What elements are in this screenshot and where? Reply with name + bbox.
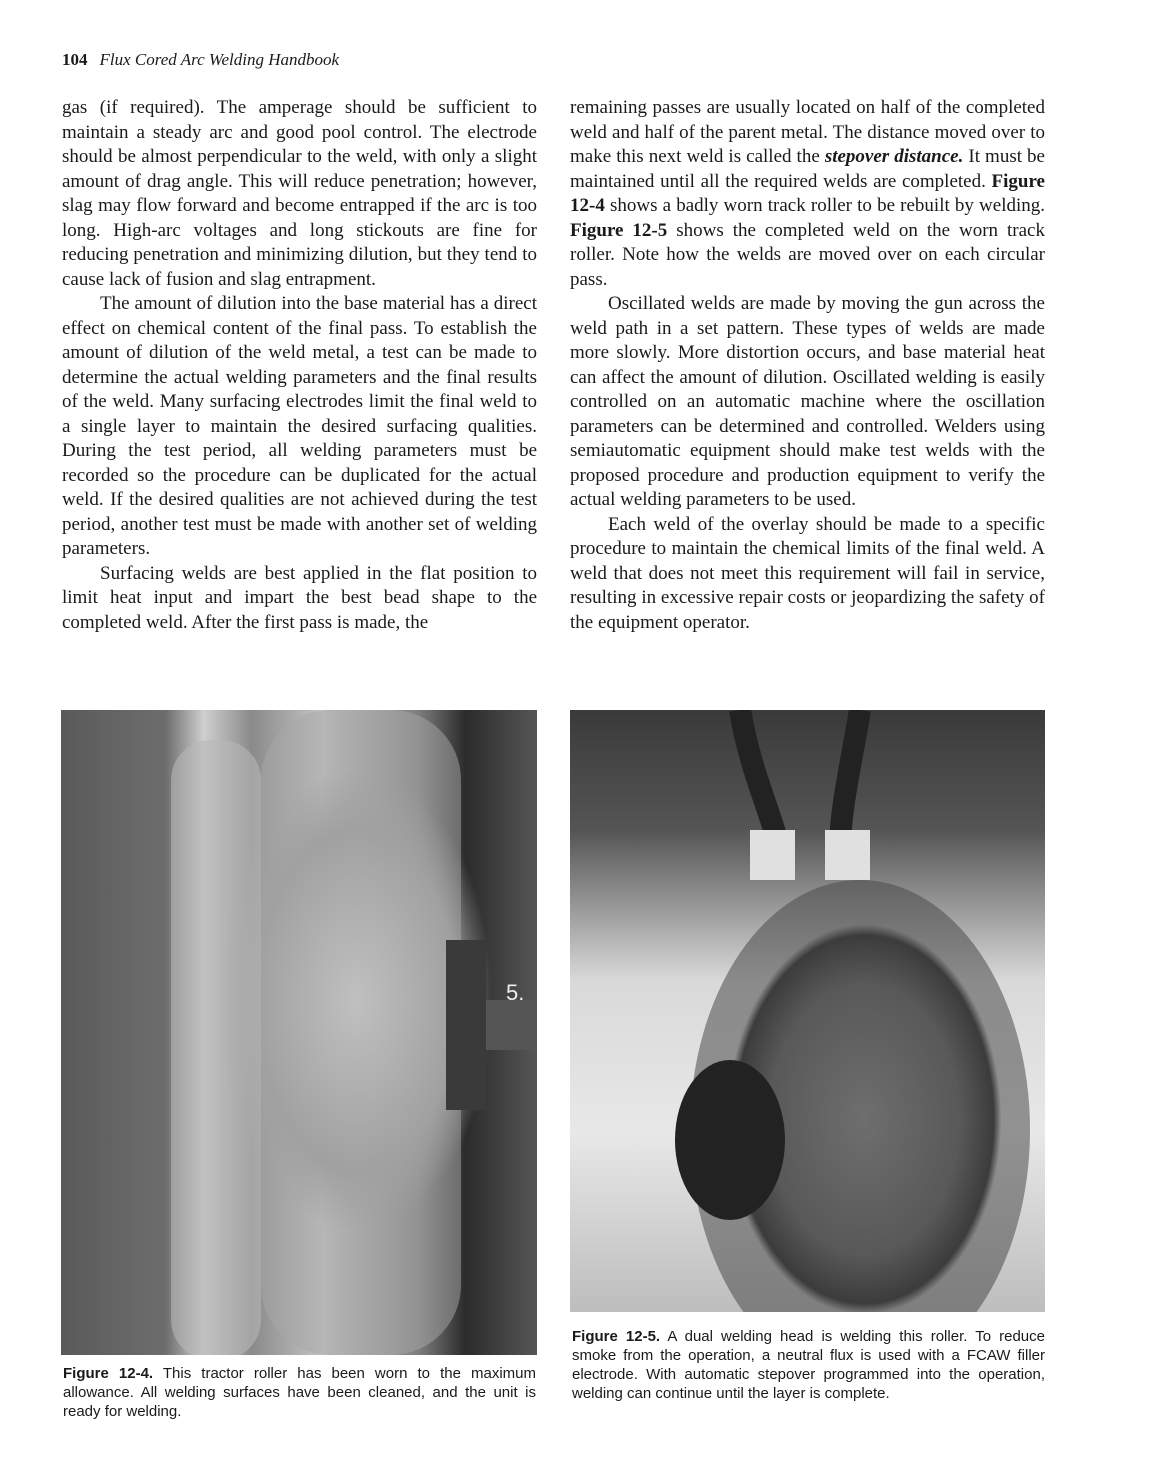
text: shows a badly worn track roller to be rebuilt by welding. [604,195,1045,216]
welding-head-illustration [570,710,1045,1312]
term-stepover-distance: stepover distance. [824,146,964,167]
figure-12-4-caption [63,1364,536,1421]
figure-ref: Figure 12-4 [570,170,1045,216]
left-column [62,96,537,635]
figure-12-5-photo-dual-welding-head [570,710,1045,1312]
text: remaining passes are usually located on half of the completed weld and half of the parent metal. The distance moved over to make this next weld is called the [570,97,1045,167]
running-header [62,50,339,70]
figure-label: Figure 12-4. [63,1365,154,1382]
paragraph: Surfacing welds are best applied in the flat position to limit heat input and impart the best bead shape to the completed weld. After the first pass is made, the [62,562,537,633]
text: shows the completed weld on the worn track roller. Note how the welds are moved over on each circular pass. [570,219,1045,290]
roller-illustration [61,710,537,1355]
paragraph: The amount of dilution into the base material has a direct effect on chemical content of the final pass. To establish the amount of dilution of the weld metal, a test can be made to determine the actual welding parameters and the final results of the weld. Many surfacing electrodes limit the final weld to a single layer to maintain the desired surfacing qualities. During the test period, all welding parameters must be recorded so the procedure can be duplicated for the actual weld. If the desired qualities are not achieved during the test period, another test must be made with another set of welding parameters. [62,293,537,559]
caption-text: This tractor roller has been worn to the maximum allowance. All welding surfaces have been cleaned, and the unit is ready for welding. [63,1365,536,1420]
paragraph: gas (if required). The amperage should be sufficient to maintain a steady arc and good pool control. The electrode should be almost perpendicular to the weld, with only a slight amount of drag angle. This will reduce penetration; however, slag may flow forward and become entrapped if the arc is too long. High-arc voltages and long stickouts are fine for reducing penetration and minimizing dilution, but they tend to cause lack of fusion and slag entrapment. [62,97,537,290]
right-column [570,96,1045,635]
figure-label: Figure 12-5. [572,1328,661,1345]
paragraph: Each weld of the overlay should be made to a specific procedure to maintain the chemical limits of the final weld. A weld that does not meet this requirement will fail in service, resulting in excessive repair costs or jeopardizing the safety of the equipment operator. [570,513,1045,633]
photo-mark: 5. [506,980,525,1005]
paragraph: Oscillated welds are made by moving the gun across the weld path in a set pattern. These types of welds are made more slowly. More distortion occurs, and base material heat can affect the amount of dilution. Oscillated welding is easily controlled on an automatic machine where the oscillation parameters can be determined and controlled. Welders using semiautomatic equipment should make test welds with the proposed procedure and production equipment to verify the actual welding parameters to be used. [570,293,1045,510]
book-title: Flux Cored Arc Welding Handbook [99,50,340,69]
figure-12-4-photo-tractor-roller [61,710,537,1355]
figure-ref: Figure 12-5 [570,219,668,241]
caption-text: A dual welding head is welding this roller. To reduce smoke from the operation, a neutral flux is used with a FCAW filler electrode. With automatic stepover programmed into the operation, welding can continue until the layer is complete. [572,1328,1045,1402]
paragraph [570,96,1045,292]
figure-12-5-caption [572,1327,1045,1403]
page-number: 104 [62,50,88,69]
text: It must be maintained until all the required welds are completed. [570,146,1045,192]
